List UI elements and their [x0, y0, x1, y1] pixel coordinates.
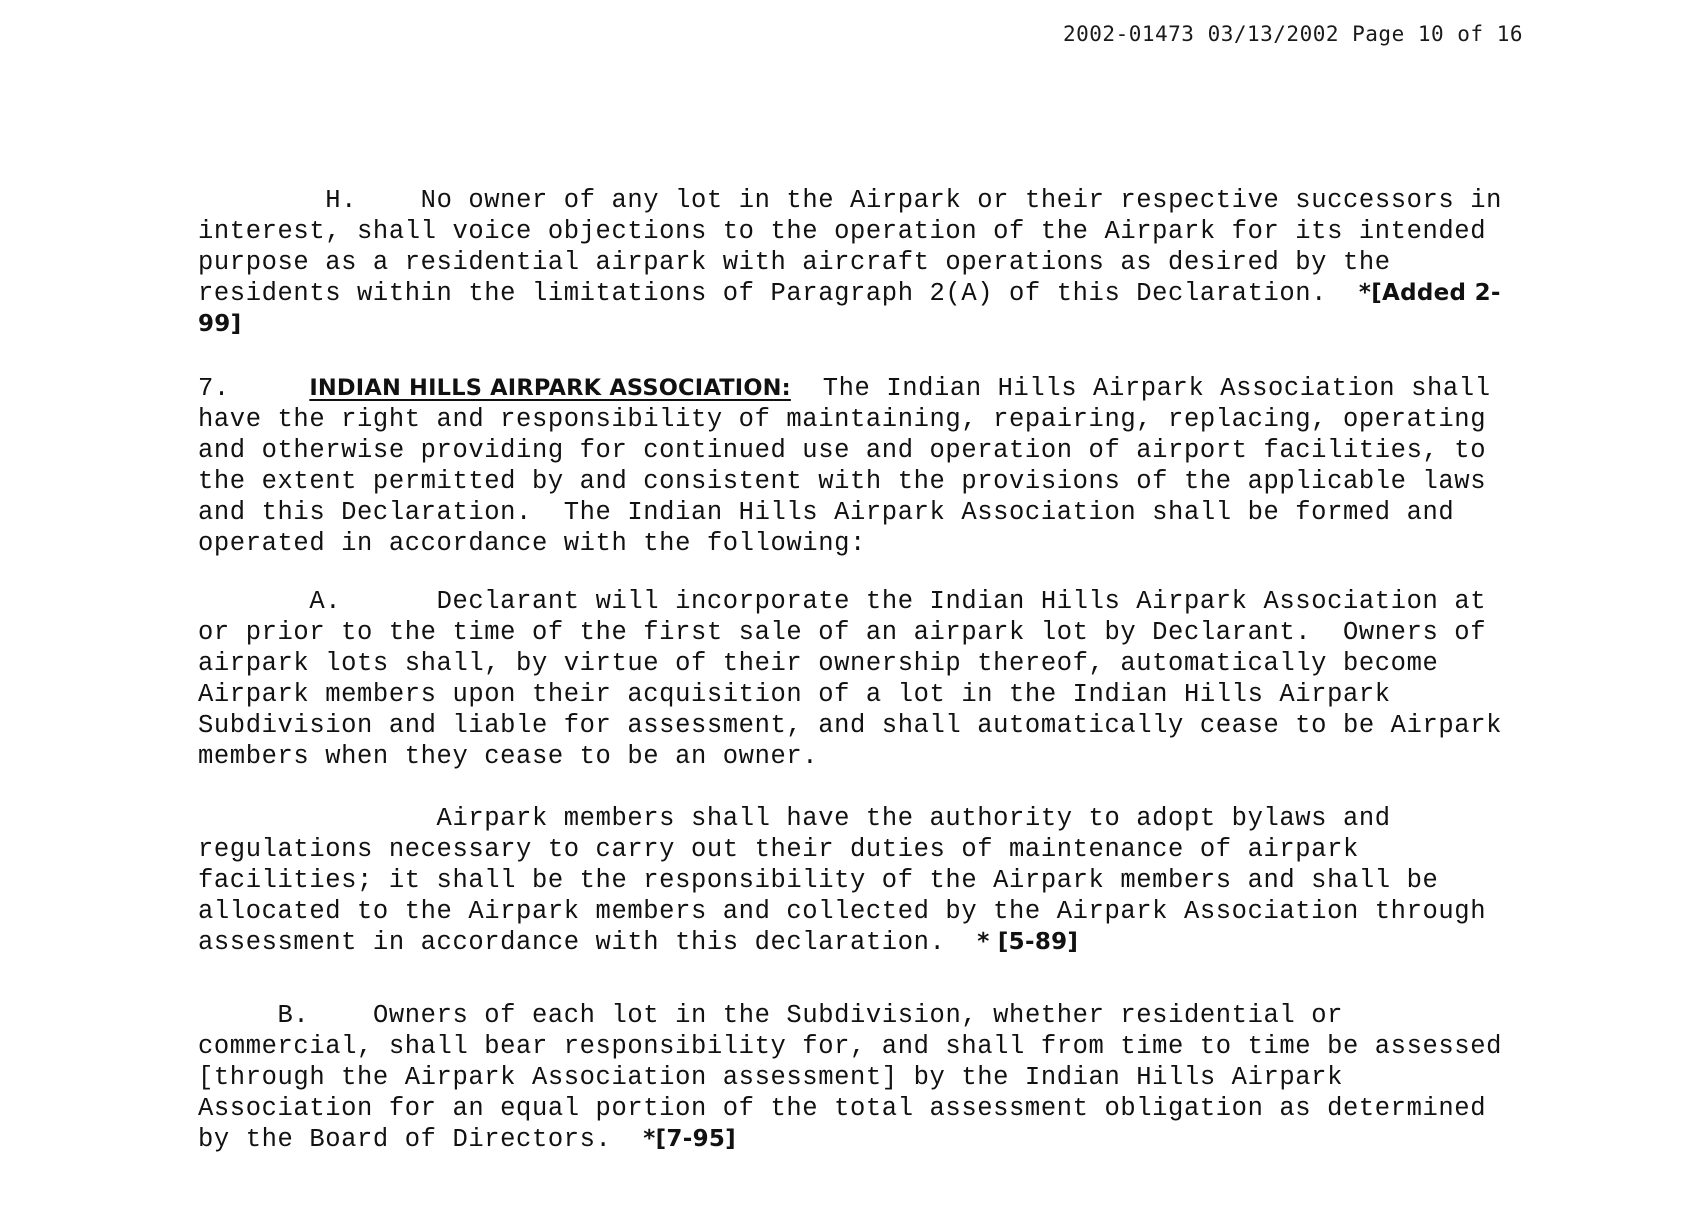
section-7 [198, 373, 1513, 559]
paragraph-7a-continuation [198, 803, 1513, 958]
paragraph-h-label: H. [325, 186, 358, 215]
paragraph-7b-label: B. [277, 1001, 310, 1030]
paragraph-h [198, 185, 1518, 340]
recording-reference-header: 2002-01473 03/13/2002 Page 10 of 16 [1063, 22, 1524, 46]
paragraph-7a-continuation-text: Airpark members shall have the authority to adopt bylaws and regulations necessary to carry out their duties of maintenance of airpark facilities; it shall be the responsibility of the Airpark members and shall be allocated to the Airpark members and collected by the Airpark Association through assessment in accordance with this declaration. [198, 804, 1503, 957]
paragraph-7a [198, 586, 1518, 772]
section-7-text: The Indian Hills Airpark Association shall have the right and responsibility of maintaining, repairing, replacing, operating and otherwise providing for continued use and operation of airport facilities, to the extent permitted by and consistent with the provisions of the applicable laws and this Declaration. The Indian Hills Airpark Association shall be formed and operated in accordance with the following: [198, 374, 1507, 558]
section-7-heading: INDIAN HILLS AIRPARK ASSOCIATION: [309, 375, 791, 401]
paragraph-h-annotation: *[Added 2-99] [198, 280, 1501, 337]
paragraph-7b-annotation: *[7-95] [643, 1126, 736, 1152]
section-7-number: 7. [198, 374, 230, 403]
paragraph-7a-annotation: * [5-89] [977, 929, 1079, 955]
paragraph-h-text: No owner of any lot in the Airpark or their respective successors in interest, shall voice objections to the operation of the Airpark for its intended purpose as a residential airpark with aircraft operations as desired by the residents within the limitations of Paragraph 2(A) of this Declaration. [198, 186, 1518, 308]
paragraph-7a-text: Declarant will incorporate the Indian Hills Airpark Association at or prior to the time of the first sale of an airpark lot by Declarant. Owners of airpark lots shall, by virtue of their ownership thereof, automatically become Airpark members upon their acquisition of a lot in the Indian Hills Airpark Subdivision and liable for assessment, and shall automatically cease to be Airpark members when they cease to be an owner. [198, 587, 1518, 771]
document-body [198, 185, 1518, 1155]
paragraph-7b-text: Owners of each lot in the Subdivision, whether residential or commercial, shall bear responsibility for, and shall from time to time be assessed [through the Airpark Association assessment] by the Indian Hills Airpark Association for an equal portion of the total assessment obligation as determined by the Board of Directors. [198, 1001, 1518, 1154]
paragraph-7a-label: A. [309, 587, 342, 616]
paragraph-7b [198, 1000, 1518, 1155]
